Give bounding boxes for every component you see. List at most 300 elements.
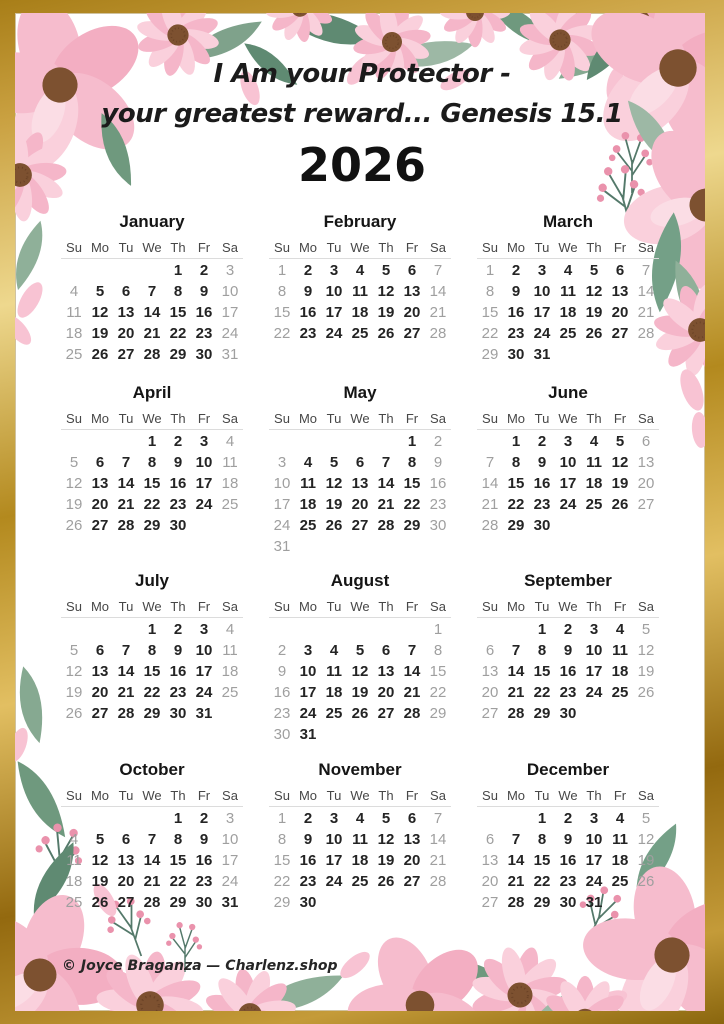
date-cell: 29 bbox=[533, 705, 551, 722]
date-cell: 1 bbox=[277, 810, 287, 827]
weekday-header: Mo bbox=[298, 240, 318, 255]
weekday-header: We bbox=[142, 599, 162, 614]
date-cell: 15 bbox=[533, 852, 551, 869]
week-row bbox=[477, 661, 659, 682]
empty-cell bbox=[113, 260, 139, 281]
date-cell: 4 bbox=[225, 433, 235, 450]
week-row bbox=[269, 850, 451, 871]
date-cell: 5 bbox=[615, 433, 625, 450]
weekday-header: Fr bbox=[405, 411, 419, 426]
date-cell: 5 bbox=[95, 831, 105, 848]
week-row bbox=[477, 281, 659, 302]
empty-cell bbox=[295, 431, 321, 452]
weekday-header: Mo bbox=[298, 788, 318, 803]
date-cell: 1 bbox=[433, 621, 443, 638]
date-cell: 23 bbox=[273, 705, 291, 722]
week-row bbox=[269, 682, 451, 703]
date-cell: 3 bbox=[303, 642, 313, 659]
week-row bbox=[477, 619, 659, 640]
date-cell: 13 bbox=[481, 852, 499, 869]
date-cell: 16 bbox=[195, 304, 213, 321]
weekday-header: Th bbox=[378, 599, 394, 614]
date-cell: 7 bbox=[485, 454, 495, 471]
weekday-header: Fr bbox=[197, 240, 211, 255]
date-cell: 4 bbox=[563, 262, 573, 279]
weekday-header: Mo bbox=[90, 788, 110, 803]
date-cell: 27 bbox=[481, 894, 499, 911]
date-cell: 18 bbox=[585, 475, 603, 492]
empty-cell bbox=[633, 703, 659, 724]
weekday-header: Su bbox=[482, 240, 498, 255]
empty-cell bbox=[373, 536, 399, 557]
empty-cell bbox=[113, 808, 139, 829]
date-cell: 4 bbox=[329, 642, 339, 659]
date-cell: 27 bbox=[377, 705, 395, 722]
date-cell: 25 bbox=[559, 325, 577, 342]
date-cell: 27 bbox=[403, 325, 421, 342]
date-cell: 22 bbox=[507, 496, 525, 513]
empty-cell bbox=[113, 619, 139, 640]
date-cell: 15 bbox=[507, 475, 525, 492]
date-cell: 29 bbox=[273, 894, 291, 911]
date-cell: 31 bbox=[585, 894, 603, 911]
week-row bbox=[61, 682, 243, 703]
date-cell: 8 bbox=[147, 454, 157, 471]
date-cell: 12 bbox=[91, 852, 109, 869]
date-cell: 30 bbox=[195, 346, 213, 363]
weekday-header: Mo bbox=[506, 599, 526, 614]
date-cell: 12 bbox=[377, 283, 395, 300]
date-cell: 15 bbox=[169, 304, 187, 321]
date-cell: 13 bbox=[637, 454, 655, 471]
date-cell: 30 bbox=[559, 894, 577, 911]
weekday-header: Th bbox=[586, 788, 602, 803]
empty-cell bbox=[61, 619, 87, 640]
empty-cell bbox=[87, 260, 113, 281]
date-cell: 14 bbox=[429, 283, 447, 300]
date-cell: 17 bbox=[325, 304, 343, 321]
date-cell: 16 bbox=[507, 304, 525, 321]
empty-cell bbox=[581, 515, 607, 536]
date-cell: 9 bbox=[433, 454, 443, 471]
date-cell: 25 bbox=[585, 496, 603, 513]
date-cell: 1 bbox=[537, 810, 547, 827]
date-cell: 4 bbox=[615, 810, 625, 827]
weekday-header: Tu bbox=[534, 240, 550, 255]
date-cell: 6 bbox=[95, 454, 105, 471]
empty-cell bbox=[61, 431, 87, 452]
date-cell: 19 bbox=[377, 852, 395, 869]
week-row bbox=[269, 640, 451, 661]
date-cell: 18 bbox=[65, 873, 83, 890]
date-cell: 23 bbox=[299, 325, 317, 342]
month-title: April bbox=[132, 383, 172, 402]
date-cell: 28 bbox=[507, 894, 525, 911]
date-cell: 7 bbox=[641, 262, 651, 279]
week-row bbox=[61, 302, 243, 323]
week-row bbox=[477, 344, 659, 365]
week-row bbox=[477, 871, 659, 892]
date-cell: 1 bbox=[485, 262, 495, 279]
date-cell: 28 bbox=[507, 705, 525, 722]
date-cell: 23 bbox=[195, 873, 213, 890]
date-cell: 28 bbox=[117, 705, 135, 722]
date-cell: 1 bbox=[147, 621, 157, 638]
date-cell: 24 bbox=[299, 705, 317, 722]
week-row bbox=[61, 661, 243, 682]
date-cell: 31 bbox=[299, 726, 317, 743]
weekday-header: Mo bbox=[506, 788, 526, 803]
date-cell: 6 bbox=[641, 433, 651, 450]
weekday-header: Tu bbox=[534, 411, 550, 426]
date-cell: 20 bbox=[481, 684, 499, 701]
date-cell: 20 bbox=[611, 304, 629, 321]
empty-cell bbox=[581, 344, 607, 365]
date-cell: 4 bbox=[589, 433, 599, 450]
empty-cell bbox=[347, 724, 373, 745]
date-cell: 3 bbox=[225, 262, 235, 279]
week-row bbox=[477, 431, 659, 452]
date-cell: 6 bbox=[95, 642, 105, 659]
date-cell: 9 bbox=[303, 283, 313, 300]
week-row bbox=[477, 682, 659, 703]
empty-cell bbox=[477, 808, 503, 829]
date-cell: 23 bbox=[533, 496, 551, 513]
date-cell: 30 bbox=[507, 346, 525, 363]
week-row bbox=[477, 850, 659, 871]
month-september bbox=[477, 571, 659, 724]
week-row bbox=[269, 281, 451, 302]
date-cell: 7 bbox=[511, 831, 521, 848]
date-cell: 6 bbox=[381, 642, 391, 659]
weekday-header: Sa bbox=[222, 599, 238, 614]
date-cell: 25 bbox=[351, 873, 369, 890]
date-cell: 12 bbox=[637, 642, 655, 659]
date-cell: 24 bbox=[221, 873, 239, 890]
date-cell: 3 bbox=[329, 810, 339, 827]
weekday-header: Th bbox=[586, 599, 602, 614]
week-row bbox=[61, 431, 243, 452]
date-cell: 17 bbox=[533, 304, 551, 321]
week-row bbox=[477, 473, 659, 494]
date-cell: 14 bbox=[377, 475, 395, 492]
weekday-header: Tu bbox=[326, 240, 342, 255]
weekday-header: Sa bbox=[222, 240, 238, 255]
date-cell: 28 bbox=[117, 517, 135, 534]
date-cell: 25 bbox=[611, 873, 629, 890]
date-cell: 9 bbox=[511, 283, 521, 300]
month-title: July bbox=[134, 571, 170, 590]
date-cell: 21 bbox=[143, 325, 161, 342]
date-cell: 11 bbox=[300, 475, 316, 492]
weekday-header: Sa bbox=[430, 240, 446, 255]
weekday-header: Su bbox=[482, 788, 498, 803]
date-cell: 14 bbox=[481, 475, 499, 492]
empty-cell bbox=[321, 724, 347, 745]
weekday-header: Su bbox=[66, 788, 82, 803]
empty-cell bbox=[347, 892, 373, 913]
date-cell: 9 bbox=[277, 663, 287, 680]
empty-cell bbox=[347, 619, 373, 640]
weekday-header: Sa bbox=[638, 599, 654, 614]
month-july bbox=[61, 571, 243, 724]
week-row bbox=[61, 473, 243, 494]
weekday-header: Tu bbox=[326, 788, 342, 803]
weekday-header: Fr bbox=[197, 788, 211, 803]
date-cell: 16 bbox=[533, 475, 551, 492]
weekday-header-row bbox=[269, 788, 451, 807]
verse-line-2: your greatest reward... Genesis 15.1 bbox=[101, 99, 623, 129]
week-row bbox=[61, 829, 243, 850]
date-cell: 22 bbox=[533, 873, 551, 890]
date-cell: 24 bbox=[325, 325, 343, 342]
week-row bbox=[61, 619, 243, 640]
weekday-header: Th bbox=[170, 788, 186, 803]
week-row bbox=[61, 281, 243, 302]
date-cell: 27 bbox=[481, 705, 499, 722]
date-cell: 10 bbox=[299, 663, 317, 680]
date-cell: 30 bbox=[273, 726, 291, 743]
date-cell: 28 bbox=[143, 346, 161, 363]
date-cell: 1 bbox=[277, 262, 287, 279]
date-cell: 21 bbox=[507, 684, 525, 701]
weekday-header: Su bbox=[66, 411, 82, 426]
date-cell: 19 bbox=[585, 304, 603, 321]
date-cell: 2 bbox=[303, 262, 313, 279]
weekday-header: Tu bbox=[118, 599, 134, 614]
date-cell: 24 bbox=[325, 873, 343, 890]
date-cell: 26 bbox=[377, 325, 395, 342]
date-cell: 5 bbox=[381, 262, 391, 279]
weekday-header-row bbox=[477, 411, 659, 430]
date-cell: 26 bbox=[325, 517, 343, 534]
weekday-header: Tu bbox=[534, 599, 550, 614]
date-cell: 25 bbox=[65, 894, 83, 911]
date-cell: 12 bbox=[377, 831, 395, 848]
empty-cell bbox=[347, 431, 373, 452]
weekday-header: Mo bbox=[506, 240, 526, 255]
empty-cell bbox=[373, 619, 399, 640]
empty-cell bbox=[503, 619, 529, 640]
date-cell: 19 bbox=[65, 496, 83, 513]
date-cell: 3 bbox=[277, 454, 287, 471]
empty-cell bbox=[477, 619, 503, 640]
date-cell: 11 bbox=[612, 642, 628, 659]
date-cell: 9 bbox=[173, 454, 183, 471]
empty-cell bbox=[139, 808, 165, 829]
month-january bbox=[61, 212, 243, 365]
date-cell: 31 bbox=[533, 346, 551, 363]
date-cell: 1 bbox=[407, 433, 417, 450]
date-cell: 16 bbox=[299, 852, 317, 869]
date-cell: 10 bbox=[325, 283, 343, 300]
date-cell: 16 bbox=[299, 304, 317, 321]
weekday-header: Fr bbox=[197, 599, 211, 614]
date-cell: 20 bbox=[637, 475, 655, 492]
weekday-header: Tu bbox=[326, 411, 342, 426]
date-cell: 26 bbox=[91, 346, 109, 363]
date-cell: 22 bbox=[481, 325, 499, 342]
date-cell: 26 bbox=[611, 496, 629, 513]
weekday-header: Th bbox=[378, 411, 394, 426]
weekday-header: Fr bbox=[613, 240, 627, 255]
week-row bbox=[477, 302, 659, 323]
date-cell: 7 bbox=[147, 283, 157, 300]
empty-cell bbox=[295, 619, 321, 640]
weekday-header: Th bbox=[170, 599, 186, 614]
empty-cell bbox=[373, 724, 399, 745]
date-cell: 24 bbox=[195, 684, 213, 701]
week-row bbox=[269, 452, 451, 473]
week-row bbox=[61, 871, 243, 892]
date-cell: 28 bbox=[429, 873, 447, 890]
date-cell: 23 bbox=[169, 496, 187, 513]
date-cell: 25 bbox=[65, 346, 83, 363]
empty-cell bbox=[269, 431, 295, 452]
date-cell: 10 bbox=[559, 454, 577, 471]
empty-cell bbox=[633, 515, 659, 536]
weekday-header: Tu bbox=[118, 240, 134, 255]
date-cell: 15 bbox=[143, 663, 161, 680]
date-cell: 19 bbox=[377, 304, 395, 321]
weekday-header: We bbox=[350, 411, 370, 426]
date-cell: 14 bbox=[429, 831, 447, 848]
date-cell: 7 bbox=[433, 810, 443, 827]
empty-cell bbox=[425, 892, 451, 913]
weekday-header: We bbox=[142, 788, 162, 803]
date-cell: 1 bbox=[173, 810, 183, 827]
date-cell: 11 bbox=[222, 642, 238, 659]
empty-cell bbox=[425, 724, 451, 745]
week-row bbox=[269, 829, 451, 850]
weekday-header: We bbox=[558, 599, 578, 614]
date-cell: 3 bbox=[329, 262, 339, 279]
date-cell: 1 bbox=[511, 433, 521, 450]
date-cell: 13 bbox=[117, 852, 135, 869]
date-cell: 24 bbox=[585, 873, 603, 890]
weekday-header: Fr bbox=[613, 788, 627, 803]
date-cell: 17 bbox=[221, 852, 239, 869]
weekday-header: We bbox=[558, 411, 578, 426]
date-cell: 8 bbox=[277, 283, 287, 300]
date-cell: 13 bbox=[91, 475, 109, 492]
date-cell: 7 bbox=[381, 454, 391, 471]
date-cell: 9 bbox=[173, 642, 183, 659]
date-cell: 3 bbox=[537, 262, 547, 279]
date-cell: 1 bbox=[537, 621, 547, 638]
week-row bbox=[269, 808, 451, 829]
month-title: December bbox=[526, 760, 610, 779]
weekday-header-row bbox=[269, 599, 451, 618]
weekday-header: Sa bbox=[222, 411, 238, 426]
date-cell: 18 bbox=[351, 304, 369, 321]
date-cell: 24 bbox=[533, 325, 551, 342]
week-row bbox=[477, 452, 659, 473]
date-cell: 11 bbox=[612, 831, 628, 848]
week-row bbox=[477, 640, 659, 661]
week-row bbox=[61, 515, 243, 536]
date-cell: 15 bbox=[273, 304, 291, 321]
empty-cell bbox=[607, 515, 633, 536]
date-cell: 22 bbox=[273, 873, 291, 890]
week-row bbox=[61, 640, 243, 661]
verse-line-1: I Am your Protector - bbox=[213, 59, 511, 89]
date-cell: 6 bbox=[615, 262, 625, 279]
weekday-header-row bbox=[269, 411, 451, 430]
date-cell: 30 bbox=[533, 517, 551, 534]
date-cell: 22 bbox=[169, 325, 187, 342]
date-cell: 7 bbox=[121, 454, 131, 471]
date-cell: 15 bbox=[429, 663, 447, 680]
date-cell: 2 bbox=[303, 810, 313, 827]
date-cell: 7 bbox=[407, 642, 417, 659]
date-cell: 11 bbox=[66, 304, 82, 321]
date-cell: 10 bbox=[195, 454, 213, 471]
date-cell: 29 bbox=[143, 705, 161, 722]
date-cell: 18 bbox=[299, 496, 317, 513]
date-cell: 17 bbox=[221, 304, 239, 321]
weekday-header: Su bbox=[66, 240, 82, 255]
date-cell: 3 bbox=[589, 621, 599, 638]
weekday-header: Tu bbox=[118, 411, 134, 426]
date-cell: 14 bbox=[117, 475, 135, 492]
copyright-footer: © Joyce Braganza — Charlenz.shop bbox=[62, 958, 338, 974]
month-title: August bbox=[330, 571, 390, 590]
date-cell: 4 bbox=[355, 262, 365, 279]
empty-cell bbox=[607, 344, 633, 365]
week-row bbox=[61, 452, 243, 473]
date-cell: 2 bbox=[433, 433, 443, 450]
weekday-header: Sa bbox=[430, 599, 446, 614]
date-cell: 27 bbox=[117, 346, 135, 363]
date-cell: 21 bbox=[481, 496, 499, 513]
weekday-header: Sa bbox=[430, 411, 446, 426]
week-row bbox=[269, 619, 451, 640]
date-cell: 18 bbox=[611, 852, 629, 869]
date-cell: 2 bbox=[277, 642, 287, 659]
date-cell: 13 bbox=[91, 663, 109, 680]
date-cell: 8 bbox=[433, 642, 443, 659]
date-cell: 7 bbox=[511, 642, 521, 659]
weekday-header: Su bbox=[274, 788, 290, 803]
empty-cell bbox=[503, 808, 529, 829]
month-title: February bbox=[323, 212, 397, 231]
date-cell: 23 bbox=[299, 873, 317, 890]
date-cell: 25 bbox=[221, 684, 239, 701]
date-cell: 26 bbox=[637, 684, 655, 701]
week-row bbox=[61, 892, 243, 913]
date-cell: 29 bbox=[169, 894, 187, 911]
date-cell: 25 bbox=[221, 496, 239, 513]
date-cell: 2 bbox=[199, 810, 209, 827]
empty-cell bbox=[607, 703, 633, 724]
weekday-header: Su bbox=[482, 411, 498, 426]
date-cell: 17 bbox=[585, 852, 603, 869]
weekday-header: We bbox=[142, 240, 162, 255]
weekday-header-row bbox=[477, 240, 659, 259]
date-cell: 8 bbox=[173, 283, 183, 300]
date-cell: 10 bbox=[221, 831, 239, 848]
weekday-header: Sa bbox=[638, 411, 654, 426]
date-cell: 17 bbox=[585, 663, 603, 680]
empty-cell bbox=[399, 724, 425, 745]
date-cell: 16 bbox=[169, 663, 187, 680]
weekday-header: Fr bbox=[613, 411, 627, 426]
month-title: November bbox=[318, 760, 402, 779]
week-row bbox=[269, 515, 451, 536]
date-cell: 27 bbox=[91, 705, 109, 722]
month-november bbox=[269, 760, 451, 913]
